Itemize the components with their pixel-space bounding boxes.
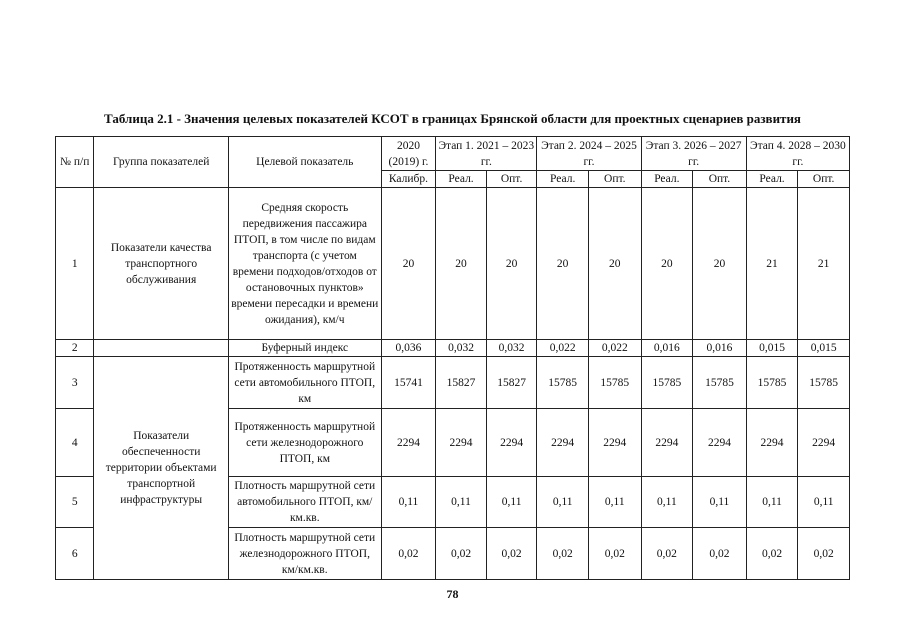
value-cell: 2294 (537, 409, 589, 477)
indicator-cell: Плотность маршрутной сети железнодорожного ПТОП, км/км.кв. (228, 528, 381, 580)
subheader-opt: Опт. (588, 171, 641, 188)
value-cell: 20 (693, 188, 747, 340)
table-row (56, 188, 850, 340)
header-stage-3: Этап 3. 2026 – 2027 гг. (641, 137, 746, 171)
value-cell: 20 (641, 188, 693, 340)
value-cell: 0,016 (641, 340, 693, 357)
subheader-real: Реал. (641, 171, 693, 188)
value-cell: 0,02 (537, 528, 589, 580)
table-caption: Таблица 2.1 - Значения целевых показателей КСОТ в границах Брянской области для проектных сценариев развития (104, 111, 801, 126)
table-row (56, 357, 850, 409)
value-cell: 0,032 (486, 340, 537, 357)
row-num: 5 (56, 477, 94, 528)
value-cell: 0,016 (693, 340, 747, 357)
indicator-cell: Средняя скорость передвижения пассажира ПТОП, в том числе по видам транспорта (с учетом времени подходов/отходов от остановочных пунктов» времени пересадки и времени ожидания), км/ч (228, 188, 381, 340)
value-cell: 15785 (798, 357, 850, 409)
table-row (56, 340, 850, 357)
value-cell: 2294 (746, 409, 798, 477)
value-cell: 2294 (588, 409, 641, 477)
subheader-real: Реал. (436, 171, 487, 188)
value-cell: 0,11 (588, 477, 641, 528)
value-cell: 15741 (381, 357, 436, 409)
value-cell: 15785 (537, 357, 589, 409)
value-cell: 0,11 (436, 477, 487, 528)
value-cell: 21 (798, 188, 850, 340)
header-indicator: Целевой показатель (228, 137, 381, 188)
subheader-calib: Калибр. (381, 171, 436, 188)
value-cell: 20 (381, 188, 436, 340)
value-cell: 0,11 (537, 477, 589, 528)
value-cell: 2294 (693, 409, 747, 477)
value-cell: 0,022 (588, 340, 641, 357)
value-cell: 0,11 (746, 477, 798, 528)
header-stage-4: Этап 4. 2028 – 2030 гг. (746, 137, 849, 171)
header-stage-1: Этап 1. 2021 – 2023 гг. (436, 137, 537, 171)
row-num: 4 (56, 409, 94, 477)
header-group: Группа показателей (94, 137, 229, 188)
value-cell: 0,02 (693, 528, 747, 580)
group-cell-empty (94, 340, 229, 357)
row-num: 1 (56, 188, 94, 340)
indicator-cell: Буферный индекс (228, 340, 381, 357)
value-cell: 2294 (381, 409, 436, 477)
subheader-opt: Опт. (486, 171, 537, 188)
value-cell: 0,11 (641, 477, 693, 528)
value-cell: 15827 (436, 357, 487, 409)
value-cell: 0,015 (798, 340, 850, 357)
value-cell: 0,02 (798, 528, 850, 580)
header-num: № п/п (56, 137, 94, 188)
value-cell: 0,11 (381, 477, 436, 528)
value-cell: 0,022 (537, 340, 589, 357)
indicators-table (55, 136, 850, 580)
value-cell: 20 (537, 188, 589, 340)
group-cell: Показатели обеспеченности территории объектами транспортной инфраструктуры (94, 357, 229, 580)
subheader-opt: Опт. (798, 171, 850, 188)
subheader-opt: Опт. (693, 171, 747, 188)
value-cell: 15785 (588, 357, 641, 409)
value-cell: 2294 (486, 409, 537, 477)
value-cell: 15785 (693, 357, 747, 409)
value-cell: 2294 (436, 409, 487, 477)
value-cell: 0,036 (381, 340, 436, 357)
indicator-cell: Протяженность маршрутной сети железнодорожного ПТОП, км (228, 409, 381, 477)
value-cell: 0,02 (588, 528, 641, 580)
value-cell: 0,11 (693, 477, 747, 528)
value-cell: 15785 (641, 357, 693, 409)
value-cell: 0,015 (746, 340, 798, 357)
value-cell: 20 (486, 188, 537, 340)
row-num: 3 (56, 357, 94, 409)
header-stage-2: Этап 2. 2024 – 2025 гг. (537, 137, 641, 171)
indicator-cell: Плотность маршрутной сети автомобильного ПТОП, км/км.кв. (228, 477, 381, 528)
value-cell: 0,02 (486, 528, 537, 580)
row-num: 2 (56, 340, 94, 357)
value-cell: 0,11 (798, 477, 850, 528)
value-cell: 0,02 (641, 528, 693, 580)
subheader-real: Реал. (537, 171, 589, 188)
value-cell: 0,02 (746, 528, 798, 580)
value-cell: 0,02 (436, 528, 487, 580)
value-cell: 15785 (746, 357, 798, 409)
row-num: 6 (56, 528, 94, 580)
value-cell: 0,032 (436, 340, 487, 357)
value-cell: 15827 (486, 357, 537, 409)
value-cell: 21 (746, 188, 798, 340)
value-cell: 0,11 (486, 477, 537, 528)
value-cell: 0,02 (381, 528, 436, 580)
page-number: 78 (446, 587, 459, 601)
value-cell: 20 (588, 188, 641, 340)
header-base-year: 2020 (2019) г. (381, 137, 436, 171)
indicator-cell: Протяженность маршрутной сети автомобильного ПТОП, км (228, 357, 381, 409)
subheader-real: Реал. (746, 171, 798, 188)
value-cell: 2294 (798, 409, 850, 477)
value-cell: 20 (436, 188, 487, 340)
group-cell: Показатели качества транспортного обслуживания (94, 188, 229, 340)
value-cell: 2294 (641, 409, 693, 477)
